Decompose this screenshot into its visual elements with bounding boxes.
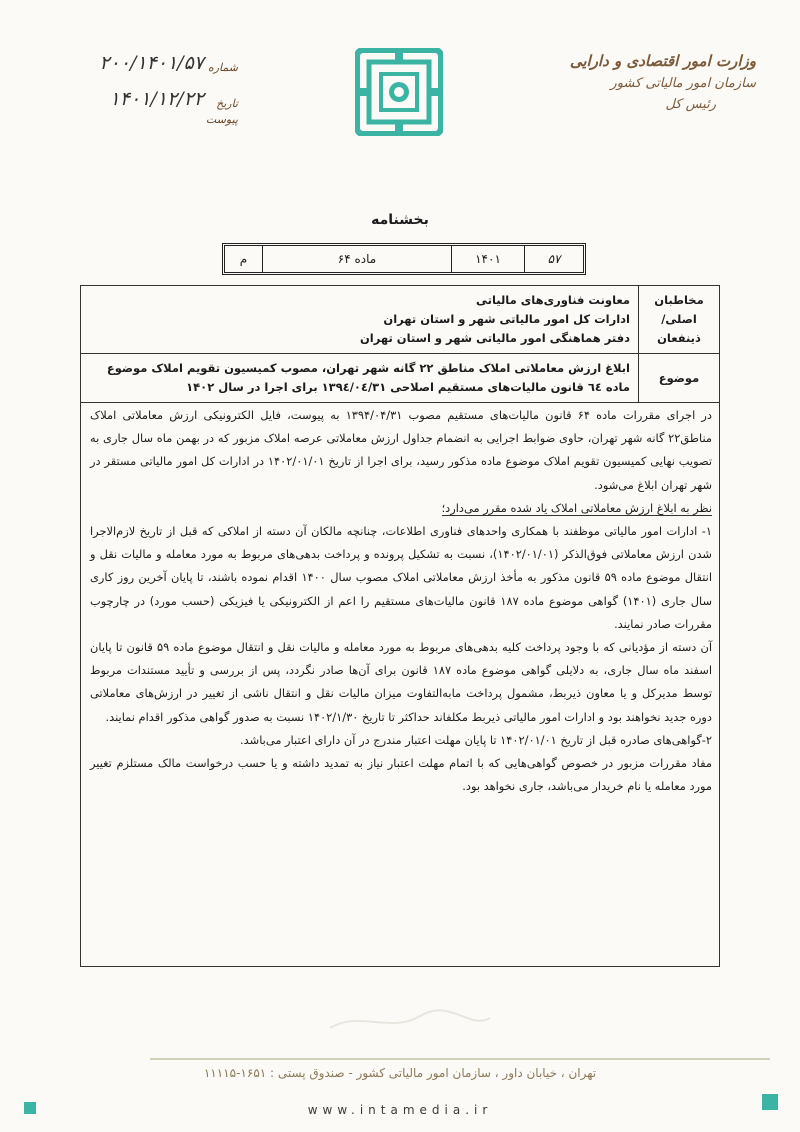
circular-number: ۵۷	[524, 246, 583, 272]
body-paragraph: در اجرای مقررات ماده ۶۴ قانون مالیات‌های مستقیم مصوب ۱۳۹۴/۰۴/۳۱ به پیوست، فایل الکترونیکی ارزش معاملاتی املاک مناطق۲۲ گانه شهر تهران، حاوی ضوابط اجرایی به انضمام جداول ارزش معاملاتی عرصه املاک مزبور که در بهمن ماه سال جاری به تصویب نهایی کمیسیون تقویم املاک موضوع ماده مذکور رسید، برای اجرا از تاریخ ۱۴۰۲/۰۱/۰۱ در ادارات کل امور مالیاتی مستقر در شهر تهران ابلاغ می‌شود.	[90, 408, 713, 492]
letterhead	[526, 52, 756, 112]
body-paragraph: آن دسته از مؤدیانی که با وجود پرداخت کلیه بدهی‌های مربوط به مورد معامله و مالیات نقل و انتقال موضوع ماده ۵۹ قانون تا پایان اسفند ماه سال جاری، به دلایلی گواهی موضوع ماده ۱۸۷ قانون برای آن‌ها صادر نگردد، پس از بررسی و تأیید مستندات مربوط توسط مدیرکل و یا معاون ذیربط، مشمول پرداخت مابه‌التفاوت میزان مالیات نقل و انتقال ناشی از تغییر در ارزش‌های معاملاتی دوره جدید نخواهند بود و ادارات امور مالیاتی ذیربط مکلفاند حداکثر تا تاریخ ۱۴۰۲/۱/۳۰ نسبت به صدور گواهی مذکور اقدام نمایند.	[90, 640, 712, 724]
recipients-row	[81, 286, 720, 354]
footer-square-right	[762, 1094, 778, 1110]
body-paragraph: مفاد مقررات مزبور در خصوص گواهی‌هایی که با اتمام مهلت اعتبار نیاز به تمدید داشته و یا حسب درخواست مالک مستلزم تغییر مورد معامله یا نام خریدار می‌باشد، جاری نخواهد بود.	[90, 756, 712, 794]
footer-website: www.intamedia.ir	[307, 1103, 493, 1117]
attachment-row	[58, 110, 238, 126]
circular-title: بخشنامه	[371, 212, 429, 228]
circular-number-box	[222, 243, 586, 275]
organization-logo	[355, 48, 443, 136]
subject-row	[81, 354, 720, 403]
circular-year: ۱۴۰۱	[451, 246, 524, 272]
number-value: ۲۰۰/۱۴۰۱/۵۷	[99, 52, 204, 74]
organization-name: سازمان امور مالیاتی کشور	[610, 76, 756, 91]
circular-letter: م	[239, 252, 248, 266]
date-label: تاریخ	[216, 97, 238, 110]
recipients-list	[81, 286, 639, 354]
number-row	[58, 50, 238, 74]
body-paragraph: ۲-گواهی‌های صادره قبل از تاریخ ۱۴۰۲/۰۱/۰۱ تا پایان مهلت اعتبار مندرج در آن دارای اعتبار می‌باشد.	[240, 732, 712, 747]
date-row	[58, 86, 238, 110]
body-paragraph: ۱- ادارات امور مالیاتی موظفند با همکاری واحدهای فناوری اطلاعات، چنانچه مالکان آن دسته از املاکی که قبل از تاریخ لازم‌الاجرا شدن ارزش معاملاتی فوق‌الذکر (۱۴۰۲/۰۱/۰۱)، نسبت به تشکیل پرونده و پرداخت بدهی‌های مربوط به مورد معامله و مالیات نقل و انتقال موضوع ماده ۵۹ قانون مذکور به مأخذ ارزش معاملاتی املاک مصوب سال ۱۴۰۰ اقدام نموده باشند، تا پایان آخرین روز کاری سال جاری (۱۴۰۱) گواهی موضوع ماده ۱۸۷ قانون مالیات‌های مستقیم را اعم از الکترونیکی یا فیزیکی (حسب مورد) در چارچوب مقررات صادر نمایند.	[90, 524, 713, 631]
number-label: شماره	[207, 61, 238, 74]
recipient-item: ادارات کل امور مالیاتی شهر و استان تهران	[383, 312, 630, 326]
ministry-name: وزارت امور اقتصادی و دارایی	[569, 52, 756, 70]
subject-label: موضوع	[639, 354, 720, 403]
signatory-role: رئیس کل	[665, 97, 716, 112]
document-reference	[58, 50, 238, 126]
circular-body	[90, 404, 712, 798]
recipient-item: دفتر هماهنگی امور مالیاتی شهر و استان تهران	[359, 331, 630, 345]
recipient-item: معاونت فناوری‌های مالیاتی	[476, 293, 630, 307]
circular-article: ماده ۶۴	[262, 246, 451, 272]
footer-divider	[150, 1058, 770, 1060]
attachment-label: پیوست	[205, 113, 238, 126]
date-value: ۱۴۰۱/۱۲/۲۲	[109, 88, 204, 110]
body-intro-underlined: نظر به ابلاغ ارزش معاملاتی املاک یاد شده مقرر می‌دارد؛	[441, 500, 712, 515]
signature-scribble	[150, 1000, 650, 1040]
subject-text: ابلاغ ارزش معاملاتی املاک مناطق ۲۲ گانه شهر تهران، مصوب کمیسیون تقویم املاک موضوع ماده ٦٤ قانون مالیات‌های مستقیم اصلاحی ۱۳۹٤/۰٤/۳۱ برای اجرا در سال ۱۴۰۲	[81, 354, 639, 403]
body-paragraph	[90, 497, 712, 520]
recipients-label: مخاطبان اصلی/ ذینفعان	[639, 286, 720, 354]
recipients-subject-table	[80, 285, 720, 403]
footer-address: تهران ، خیابان داور ، سازمان امور مالیاتی کشور - صندوق پستی : ۱۶۵۱-۱۱۱۱۵	[203, 1066, 597, 1080]
